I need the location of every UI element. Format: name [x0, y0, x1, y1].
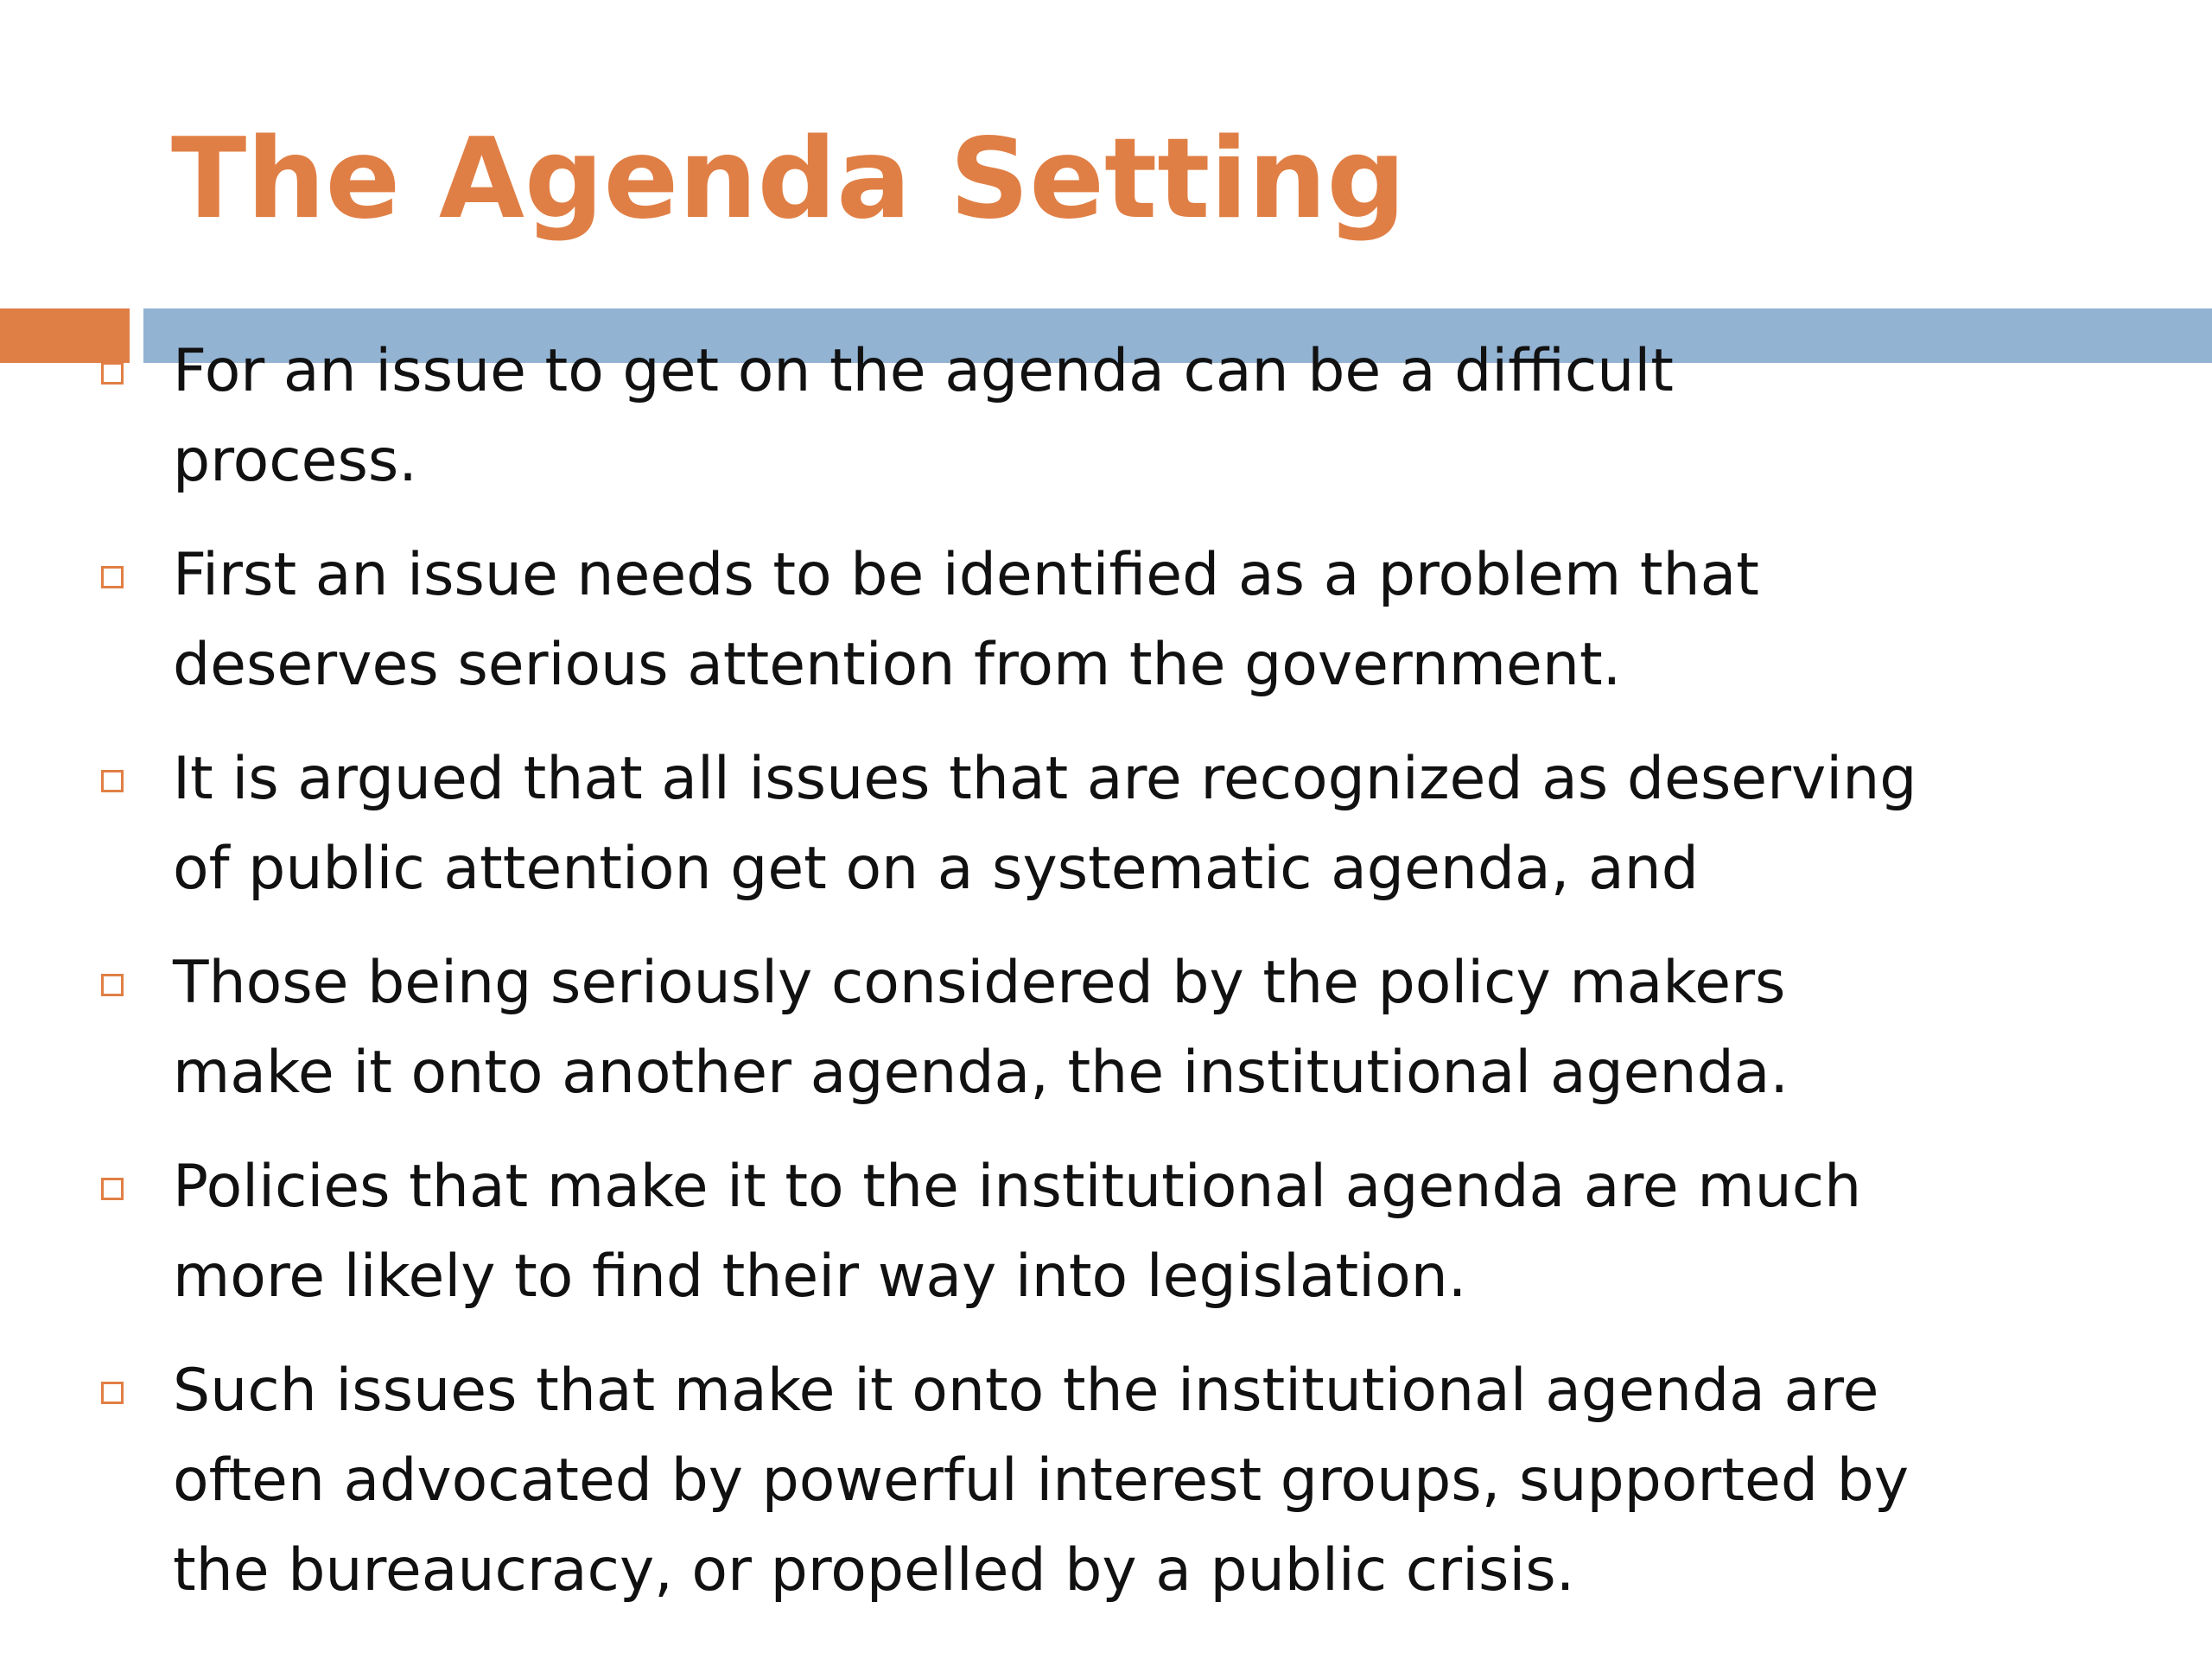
bullet-item: [0, 327, 2212, 506]
bullet-text-line: Policies that make it to the institutional agenda are much: [173, 1153, 1862, 1221]
bullet-text-line: make it onto another agenda, the institutional agenda.: [173, 1039, 1789, 1107]
bullet-text-line: often advocated by powerful interest groups, supported by: [173, 1446, 1910, 1515]
bullet-text-line: deserves serious attention from the government.: [173, 631, 1622, 699]
bullet-item: [0, 938, 2212, 1118]
hollow-square-bullet-icon: [101, 770, 124, 792]
bullet-text-line: of public attention get on a systematic agenda, and: [173, 835, 1699, 903]
hollow-square-bullet-icon: [101, 1178, 124, 1200]
hollow-square-bullet-icon: [101, 362, 124, 385]
slide-title: The Agenda Setting: [171, 115, 1406, 244]
hollow-square-bullet-icon: [101, 974, 124, 996]
bullet-item: [0, 531, 2212, 710]
bullet-text-line: process.: [173, 427, 417, 495]
bullet-text-line: Such issues that make it onto the institutional agenda are: [173, 1357, 1879, 1425]
bullet-text-line: more likely to find their way into legislation.: [173, 1243, 1467, 1311]
bullet-text-line: First an issue needs to be identified as a problem that: [173, 541, 1759, 609]
bullet-item: [0, 1142, 2212, 1322]
bullet-text-line: the bureaucracy, or propelled by a public crisis.: [173, 1536, 1575, 1605]
hollow-square-bullet-icon: [101, 566, 124, 588]
bullet-text-line: For an issue to get on the agenda can be a difficult: [173, 337, 1674, 405]
bullet-item: [0, 734, 2212, 914]
hollow-square-bullet-icon: [101, 1382, 124, 1404]
bullet-list: [0, 327, 2212, 1640]
bullet-item: [0, 1346, 2212, 1616]
bullet-text-line: It is argued that all issues that are recognized as deserving: [173, 745, 1917, 813]
bullet-text-line: Those being seriously considered by the policy makers: [173, 949, 1786, 1017]
